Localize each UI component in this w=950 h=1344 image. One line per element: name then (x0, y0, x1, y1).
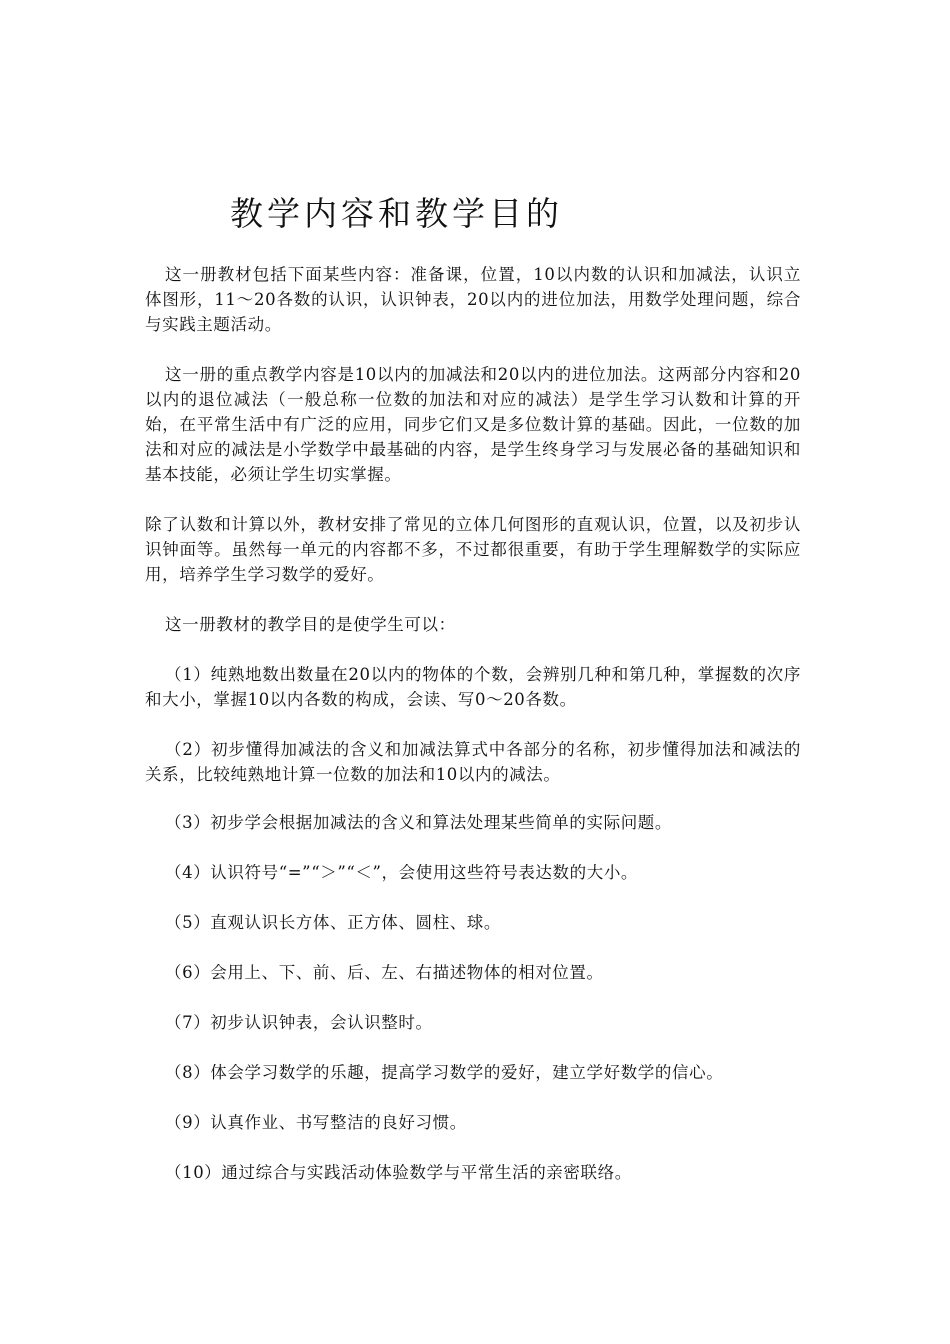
paragraph-content-overview: 这一册教材包括下面某些内容：准备课，位置，10以内数的认识和加减法，认识立体图形，11～20各数的认识，认识钟表，20以内的进位加法，用数学处理问题，综合与实践主题活动。 (145, 265, 801, 334)
objective-item-5: （5）直观认识长方体、正方体、圆柱、球。 (165, 913, 501, 932)
paragraph-other-content: 除了认数和计算以外，教材安排了常见的立体几何图形的直观认识，位置，以及初步认识钟面等。虽然每一单元的内容都不多，不过都很重要，有助于学生理解数学的实际应用，培养学生学习数学的爱好。 (145, 515, 801, 584)
document-title: 教学内容和教学目的 (230, 194, 563, 233)
objective-item-8: （8）体会学习数学的乐趣，提高学习数学的爱好，建立学好数学的信心。 (165, 1063, 724, 1082)
objective-item-9: （9）认真作业、书写整洁的良好习惯。 (165, 1113, 467, 1132)
objective-item-10: （10）通过综合与实践活动体验数学与平常生活的亲密联络。 (165, 1163, 632, 1182)
objective-item-3: （3）初步学会根据加减法的含义和算法处理某些简单的实际问题。 (165, 813, 672, 832)
objective-item-6: （6）会用上、下、前、后、左、右描述物体的相对位置。 (165, 963, 604, 982)
objective-item-4: （4）认识符号“=”“＞”“＜”，会使用这些符号表达数的大小。 (165, 863, 639, 882)
objective-item-1: （1）纯熟地数出数量在20以内的物体的个数，会辨别几种和第几种，掌握数的次序和大小，掌握10以内各数的构成，会读、写0～20各数。 (145, 665, 801, 709)
paragraph-objectives-intro: 这一册教材的教学目的是使学生可以： (165, 615, 456, 634)
paragraph-key-content: 这一册的重点教学内容是10以内的加减法和20以内的进位加法。这两部分内容和20以内的退位减法（一般总称一位数的加法和对应的减法）是学生学习认数和计算的开始，在平常生活中有广泛的应用，同步它们又是多位数计算的基础。因此，一位数的加法和对应的减法是小学数学中最基础的内容，是学生终身学习与发展必备的基础知识和基本技能，必须让学生切实掌握。 (145, 365, 801, 484)
objective-item-2: （2）初步懂得加减法的含义和加减法算式中各部分的名称，初步懂得加法和减法的关系，比较纯熟地计算一位数的加法和10以内的减法。 (145, 740, 801, 784)
objective-item-7: （7）初步认识钟表，会认识整时。 (165, 1013, 433, 1032)
